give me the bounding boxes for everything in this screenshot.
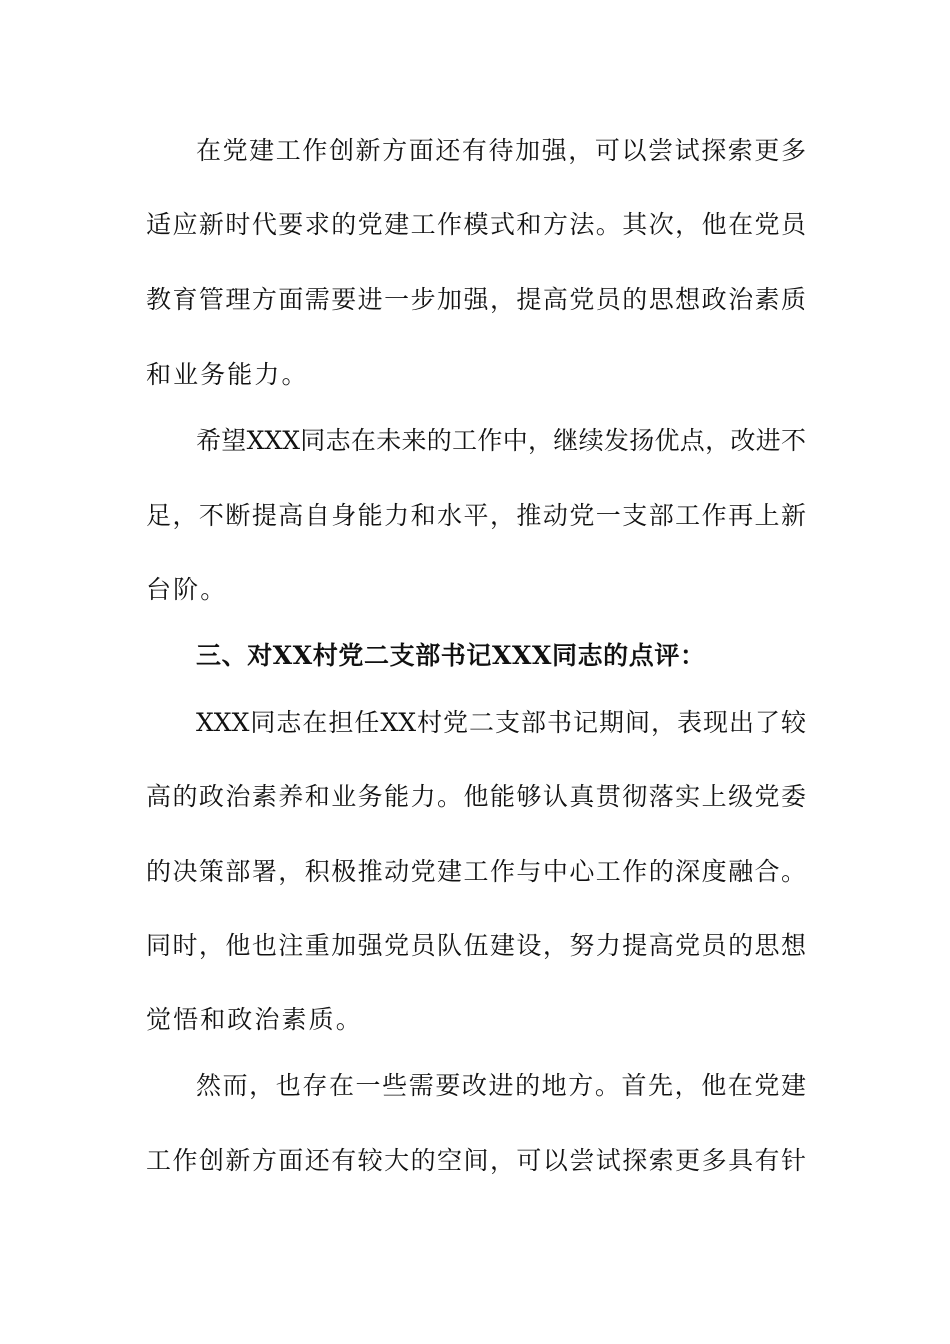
paragraph-line: 的决策部署，积极推动党建工作与中心工作的深度融合。: [146, 857, 806, 886]
paragraph-line: 适应新时代要求的党建工作模式和方法。其次，他在党员: [146, 210, 806, 239]
paragraph-line: 教育管理方面需要进一步加强，提高党员的思想政治素质: [146, 285, 806, 314]
paragraph-line: 和业务能力。: [146, 360, 309, 389]
paragraph-line: 觉悟和政治素质。: [146, 1005, 363, 1034]
paragraph-line: 工作创新方面还有较大的空间，可以尝试探索更多具有针: [146, 1146, 806, 1175]
paragraph-line: 希望XXX同志在未来的工作中，继续发扬优点，改进不: [196, 426, 806, 455]
paragraph-line: 台阶。: [146, 575, 228, 604]
paragraph-line: 然而，也存在一些需要改进的地方。首先，他在党建: [196, 1071, 806, 1100]
paragraph-line: 同时，他也注重加强党员队伍建设，努力提高党员的思想: [146, 931, 806, 960]
paragraph-line: 高的政治素养和业务能力。他能够认真贯彻落实上级党委: [146, 782, 806, 811]
paragraph-line: XXX同志在担任XX村党二支部书记期间，表现出了较: [196, 708, 806, 737]
paragraph-line: 在党建工作创新方面还有待加强，可以尝试探索更多: [196, 136, 806, 165]
paragraph-line: 足，不断提高自身能力和水平，推动党一支部工作再上新: [146, 501, 806, 530]
section-heading: 三、对XX村党二支部书记XXX同志的点评：: [196, 641, 706, 670]
